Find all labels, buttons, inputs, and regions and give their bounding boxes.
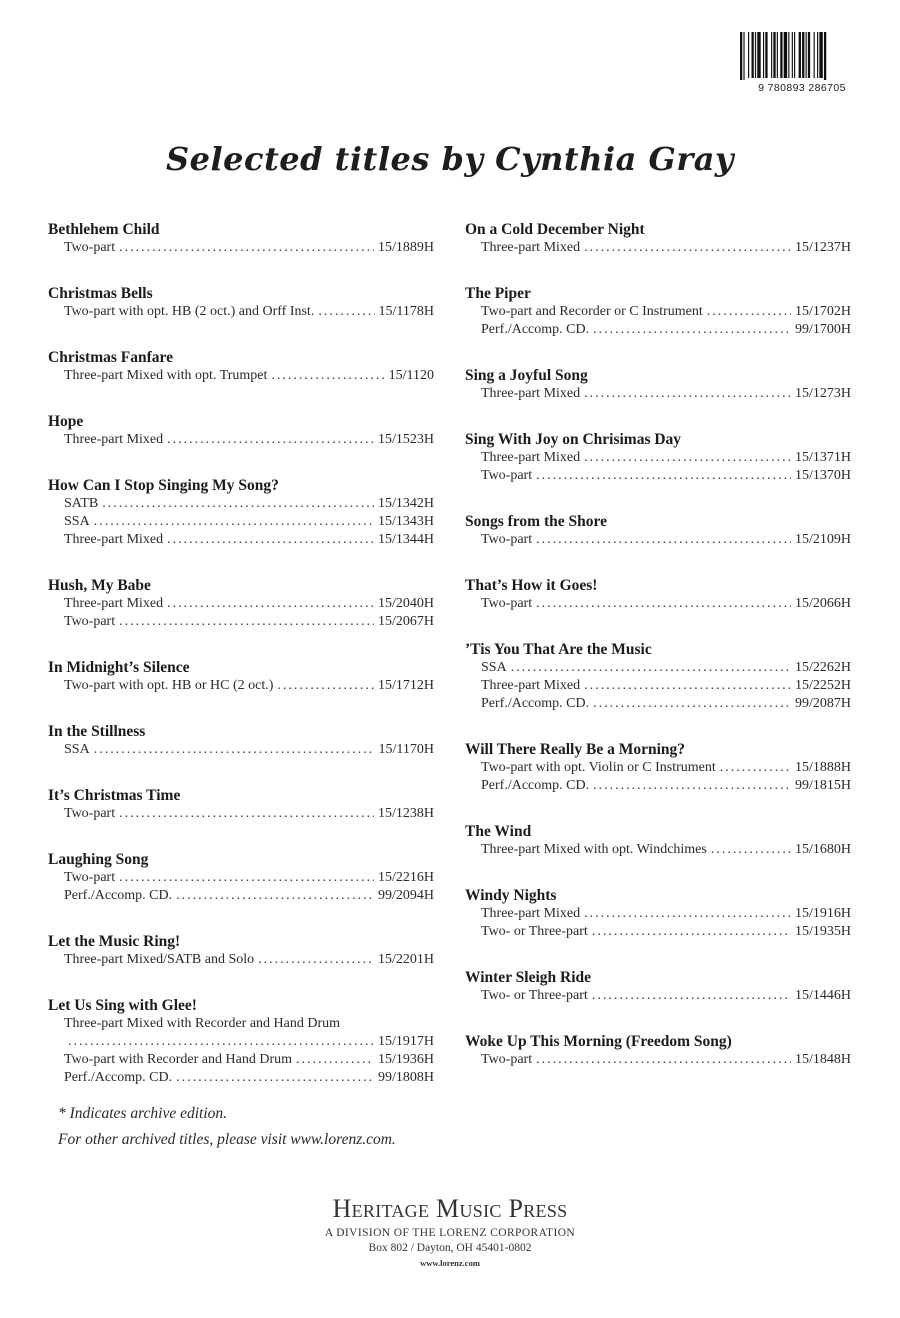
- edition-line: [48, 887, 434, 905]
- title-name: Will There Really Be a Morning?: [465, 741, 686, 758]
- title-name: On a Cold December Night: [465, 221, 645, 238]
- catalog-number: 99/1700H: [795, 322, 851, 337]
- dot-leader: [102, 495, 374, 513]
- barcode-bar: [824, 32, 826, 80]
- dot-leader: [584, 677, 791, 695]
- edition-line: [465, 595, 851, 613]
- title-entry: [48, 221, 434, 257]
- barcode-bar: [814, 32, 815, 78]
- publisher-website: www.lorenz.com: [420, 1258, 480, 1268]
- edition-line: [48, 1051, 434, 1069]
- title-name: How Can I Stop Singing My Song?: [48, 477, 279, 494]
- visit-footnote: For other archived titles, please visit www.lorenz.com.: [58, 1131, 396, 1148]
- barcode-bar: [755, 32, 756, 78]
- edition-line: [48, 1033, 434, 1051]
- barcode-digits: 9 780893 286705: [758, 82, 846, 94]
- title-name: Woke Up This Morning (Freedom Song): [465, 1033, 732, 1050]
- title-name: The Wind: [465, 823, 532, 840]
- dot-leader: [167, 431, 374, 449]
- edition-line: [465, 321, 851, 339]
- voicing: Three-part Mixed: [64, 432, 164, 447]
- voicing: Two-part: [64, 614, 116, 629]
- catalog-number: 15/2252H: [795, 678, 851, 693]
- title-name: In the Stillness: [48, 723, 146, 740]
- title-entry: [48, 413, 434, 449]
- catalog-number: 15/2262H: [795, 660, 851, 675]
- voicing: Three-part Mixed: [481, 450, 581, 465]
- catalog-number: 15/1342H: [378, 496, 434, 511]
- edition-line: [465, 239, 851, 257]
- voicing: Two-part: [481, 532, 533, 547]
- edition-line: [465, 841, 851, 859]
- edition-line: [465, 695, 851, 713]
- dot-leader: [258, 951, 374, 969]
- edition-line: [48, 1069, 434, 1087]
- catalog-number: 15/1178H: [378, 304, 434, 319]
- edition-line: [48, 495, 434, 513]
- barcode-bar: [799, 32, 801, 78]
- title-name: Sing With Joy on Chrisimas Day: [465, 431, 682, 448]
- title-name: ’Tis You That Are the Music: [465, 641, 652, 658]
- barcode-bar: [802, 32, 804, 78]
- dot-leader: [511, 659, 791, 677]
- catalog-number: 15/1888H: [795, 760, 851, 775]
- catalog-number: 15/1273H: [795, 386, 851, 401]
- catalog-number: 15/1446H: [795, 988, 851, 1003]
- dot-leader: [536, 595, 791, 613]
- barcode-bar: [771, 32, 772, 78]
- catalog-number: 15/1370H: [795, 468, 851, 483]
- footnotes: [58, 1103, 558, 1155]
- edition-line: [48, 951, 434, 969]
- title-name: Songs from the Shore: [465, 513, 607, 530]
- dot-leader: [94, 513, 374, 531]
- voicing: Two- or Three-part: [481, 988, 588, 1003]
- voicing: Two-part with opt. HB (2 oct.) and Orff Inst.: [64, 304, 315, 319]
- title-entry: [465, 577, 851, 613]
- edition-line: [465, 449, 851, 467]
- title-name: The Piper: [465, 285, 531, 302]
- archive-footnote: * Indicates archive edition.: [58, 1105, 228, 1122]
- title-name: Windy Nights: [465, 887, 557, 904]
- title-entry: [465, 969, 851, 1005]
- edition-line: [465, 531, 851, 549]
- title-name: Sing a Joyful Song: [465, 367, 588, 384]
- title-entry: [465, 641, 851, 713]
- barcode-bar: [763, 32, 764, 78]
- voicing: Two-part: [481, 468, 533, 483]
- title-name: Hush, My Babe: [48, 577, 151, 594]
- catalog-number: 15/1936H: [378, 1052, 434, 1067]
- title-name: Let Us Sing with Glee!: [48, 997, 197, 1014]
- title-name: Laughing Song: [48, 851, 149, 868]
- barcode-bar: [817, 32, 818, 78]
- barcode-bars: [736, 32, 868, 80]
- dot-leader: [707, 303, 791, 321]
- title-entry: [465, 1033, 851, 1069]
- voicing: Perf./Accomp. CD.: [481, 778, 590, 793]
- edition-line: [48, 531, 434, 549]
- voicing: Two-part with opt. Violin or C Instrument: [481, 760, 716, 775]
- voicing: Two-part with Recorder and Hand Drum: [64, 1052, 293, 1067]
- dot-leader: [119, 613, 374, 631]
- edition-line: [465, 987, 851, 1005]
- voicing: Three-part Mixed: [64, 532, 164, 547]
- catalog-number: 15/2216H: [378, 870, 434, 885]
- barcode-bar: [808, 32, 810, 78]
- publisher-division: A DIVISION OF THE LORENZ CORPORATION: [324, 1227, 576, 1239]
- edition-line: [465, 777, 851, 795]
- catalog-number: 15/2067H: [378, 614, 434, 629]
- voicing: Perf./Accomp. CD.: [64, 1070, 173, 1085]
- dot-leader: [296, 1051, 374, 1069]
- barcode-bar: [752, 32, 754, 78]
- voicing: Two-part with opt. HB or HC (2 oct.): [64, 678, 274, 693]
- dot-leader: [584, 385, 791, 403]
- dot-leader: [167, 595, 374, 613]
- voicing: Three-part Mixed/SATB and Solo: [64, 952, 255, 967]
- title-entry: [465, 285, 851, 339]
- title-name: Winter Sleigh Ride: [465, 969, 592, 986]
- catalog-number: 15/1917H: [378, 1034, 434, 1049]
- catalog-number: 15/2201H: [378, 952, 434, 967]
- dot-leader: [119, 869, 374, 887]
- catalog-number: 15/1238H: [378, 806, 434, 821]
- title-entry: [48, 723, 434, 759]
- voicing: Three-part Mixed with Recorder and Hand Drum: [64, 1016, 341, 1031]
- dot-leader: [593, 695, 791, 713]
- edition-line: [48, 677, 434, 695]
- edition-line: [48, 431, 434, 449]
- barcode-bar: [788, 32, 789, 78]
- barcode-bar: [780, 32, 782, 78]
- title-name: Hope: [48, 413, 84, 430]
- voicing: Two-part: [64, 240, 116, 255]
- edition-line: [48, 1015, 434, 1033]
- title-entry: [465, 221, 851, 257]
- dot-leader: [720, 759, 791, 777]
- title-entry: [465, 431, 851, 485]
- title-name: Let the Music Ring!: [48, 933, 181, 950]
- catalog-number: 15/1702H: [795, 304, 851, 319]
- edition-line: [465, 923, 851, 941]
- publisher-name: Heritage Music Press: [332, 1194, 568, 1223]
- voicing: Three-part Mixed: [64, 596, 164, 611]
- title-entry: [48, 787, 434, 823]
- dot-leader: [536, 467, 791, 485]
- edition-line: [48, 805, 434, 823]
- barcode-bar: [819, 32, 822, 78]
- edition-line: [465, 303, 851, 321]
- barcode-bar: [792, 32, 793, 78]
- voicing: SSA: [481, 660, 507, 675]
- voicing: Three-part Mixed: [481, 240, 581, 255]
- barcode-bar: [794, 32, 795, 78]
- title-name: Bethlehem Child: [48, 221, 160, 238]
- dot-leader: [593, 777, 791, 795]
- catalog-number: 15/1344H: [378, 532, 434, 547]
- catalog-number: 15/1120: [388, 368, 434, 383]
- dot-leader: [176, 1069, 374, 1087]
- titles-column-left: [48, 221, 434, 1115]
- dot-leader: [176, 887, 374, 905]
- catalog-number: 15/1343H: [378, 514, 434, 529]
- dot-leader: [94, 741, 375, 759]
- dot-leader: [271, 367, 384, 385]
- barcode-bar: [757, 32, 760, 78]
- edition-line: [465, 385, 851, 403]
- dot-leader: [592, 923, 791, 941]
- title-entry: [48, 349, 434, 385]
- catalog-number: 15/1680H: [795, 842, 851, 857]
- edition-line: [48, 513, 434, 531]
- barcode: [736, 32, 868, 100]
- voicing: Two-part: [64, 870, 116, 885]
- dot-leader: [593, 321, 791, 339]
- publisher-address: Box 802 / Dayton, OH 45401-0802: [368, 1242, 532, 1254]
- title-name: It’s Christmas Time: [48, 787, 181, 804]
- title-entry: [48, 659, 434, 695]
- catalog-number: 15/1170H: [378, 742, 434, 757]
- title-entry: [465, 367, 851, 403]
- voicing: SATB: [64, 496, 99, 511]
- catalog-number: 15/1523H: [378, 432, 434, 447]
- title-entry: [465, 741, 851, 795]
- dot-leader: [167, 531, 374, 549]
- edition-line: [465, 759, 851, 777]
- barcode-bar: [740, 32, 742, 80]
- barcode-bar: [806, 32, 807, 78]
- edition-line: [48, 869, 434, 887]
- edition-line: [48, 595, 434, 613]
- edition-line: [48, 741, 434, 759]
- voicing: Perf./Accomp. CD.: [64, 888, 173, 903]
- dot-leader: [584, 449, 791, 467]
- edition-line: [465, 467, 851, 485]
- barcode-bar: [765, 32, 767, 78]
- catalog-number: 99/2094H: [378, 888, 434, 903]
- catalog-number: 99/1808H: [378, 1070, 434, 1085]
- dot-leader: [536, 1051, 791, 1069]
- catalog-number: 15/1237H: [795, 240, 851, 255]
- barcode-bar: [773, 32, 775, 78]
- dot-leader: [584, 239, 791, 257]
- dot-leader: [68, 1033, 374, 1051]
- voicing: Perf./Accomp. CD.: [481, 322, 590, 337]
- barcode-bar: [748, 32, 749, 78]
- voicing: Two-part: [481, 1052, 533, 1067]
- dot-leader: [584, 905, 791, 923]
- catalog-number: 99/1815H: [795, 778, 851, 793]
- voicing: Three-part Mixed with opt. Windchimes: [481, 842, 707, 857]
- voicing: Perf./Accomp. CD.: [481, 696, 590, 711]
- catalog-number: 15/1935H: [795, 924, 851, 939]
- dot-leader: [277, 677, 374, 695]
- voicing: Two-part and Recorder or C Instrument: [481, 304, 703, 319]
- edition-line: [48, 303, 434, 321]
- barcode-bar: [784, 32, 787, 78]
- dot-leader: [711, 841, 791, 859]
- barcode-bar: [777, 32, 778, 78]
- catalog-number: 15/1371H: [795, 450, 851, 465]
- voicing: SSA: [64, 742, 90, 757]
- dot-leader: [119, 239, 374, 257]
- title-entry: [48, 477, 434, 549]
- edition-line: [48, 613, 434, 631]
- title-name: Christmas Bells: [48, 285, 153, 302]
- title-entry: [465, 513, 851, 549]
- edition-line: [465, 677, 851, 695]
- voicing: SSA: [64, 514, 90, 529]
- title-entry: [465, 823, 851, 859]
- edition-line: [48, 239, 434, 257]
- catalog-number: 15/1889H: [378, 240, 434, 255]
- title-name: Christmas Fanfare: [48, 349, 173, 366]
- dot-leader: [318, 303, 374, 321]
- title-entry: [48, 851, 434, 905]
- title-entry: [48, 997, 434, 1087]
- voicing: Two-part: [481, 596, 533, 611]
- voicing: Three-part Mixed: [481, 906, 581, 921]
- page-title: Selected titles by Cynthia Gray: [165, 140, 735, 178]
- catalog-number: 15/1848H: [795, 1052, 851, 1067]
- voicing: Three-part Mixed with opt. Trumpet: [64, 368, 268, 383]
- barcode-bar: [743, 32, 744, 80]
- voicing: Two-part: [64, 806, 116, 821]
- title-entry: [48, 577, 434, 631]
- catalog-number: 15/1712H: [378, 678, 434, 693]
- catalog-number: 99/2087H: [795, 696, 851, 711]
- edition-line: [48, 367, 434, 385]
- edition-line: [465, 659, 851, 677]
- voicing: Three-part Mixed: [481, 678, 581, 693]
- title-name: That’s How it Goes!: [465, 577, 598, 594]
- title-entry: [465, 887, 851, 941]
- voicing: Two- or Three-part: [481, 924, 588, 939]
- edition-line: [465, 905, 851, 923]
- catalog-number: 15/2040H: [378, 596, 434, 611]
- catalog-number: 15/2066H: [795, 596, 851, 611]
- edition-line: [465, 1051, 851, 1069]
- title-entry: [48, 933, 434, 969]
- title-entry: [48, 285, 434, 321]
- titles-column-right: [465, 221, 851, 1097]
- publisher-block: [250, 1193, 650, 1270]
- voicing: Three-part Mixed: [481, 386, 581, 401]
- dot-leader: [536, 531, 791, 549]
- title-name: In Midnight’s Silence: [48, 659, 190, 676]
- dot-leader: [119, 805, 374, 823]
- catalog-number: 15/2109H: [795, 532, 851, 547]
- catalog-number: 15/1916H: [795, 906, 851, 921]
- dot-leader: [592, 987, 791, 1005]
